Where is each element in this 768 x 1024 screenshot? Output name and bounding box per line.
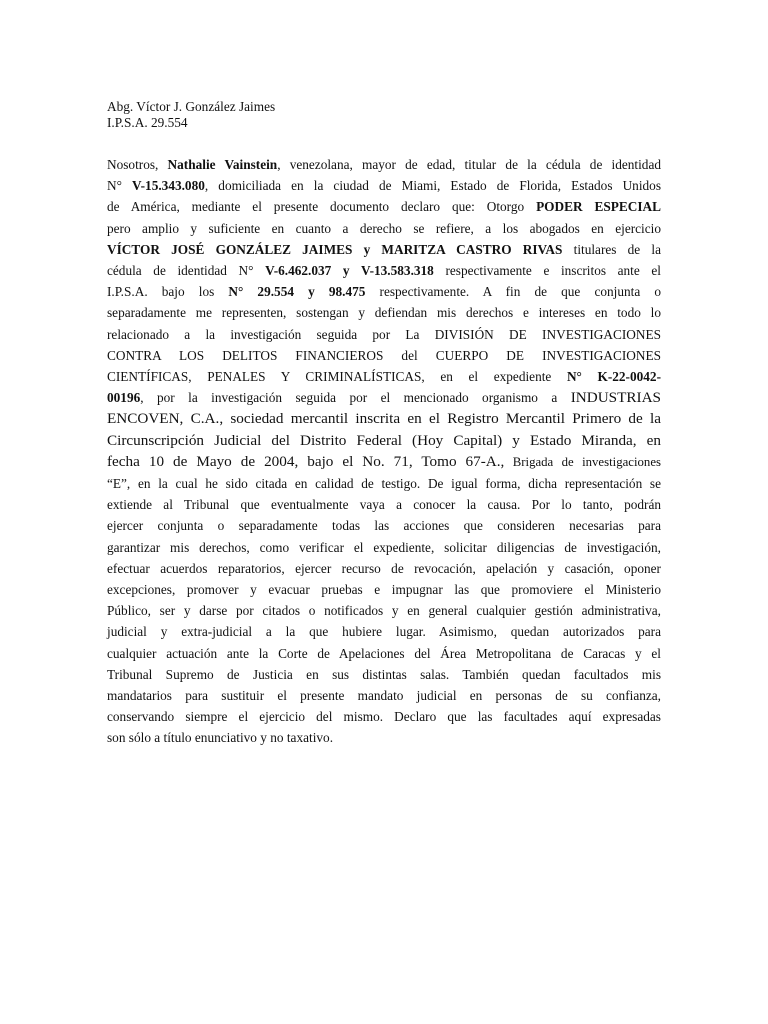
text-segment: CONTRA LOS DELITOS FINANCIEROS del CUERPO DE INVESTIGACIONES (107, 347, 661, 363)
text-line (107, 260, 661, 281)
text-line (107, 727, 661, 748)
text-segment: fecha 10 de Mayo de 2004, bajo el No. 71, Tomo 67-A., (107, 452, 505, 470)
bold-text-segment: Nathalie Vainstein (167, 157, 278, 172)
text-segment: N° (107, 178, 132, 194)
text-segment: efectuar acuerdos reparatorios, ejercer recurso de revocación, apelación y casación, oponer (107, 560, 661, 576)
text-segment: conservando siempre el ejercicio del mismo. Declaro que las facultades aquí expresadas (107, 709, 661, 725)
bold-text-segment: N° 29.554 y 98.475 (228, 284, 366, 300)
text-segment: mandatarios para sustituir el presente mandato judicial en personas de su confianza, (107, 688, 661, 704)
text-line (107, 621, 661, 642)
power-of-attorney-text (107, 154, 661, 749)
letterhead (107, 99, 275, 130)
text-segment: garantizar mis derechos, como verificar el expediente, solicitar diligencias de investigación, (107, 539, 661, 555)
text-segment: de América, mediante el presente documento declaro que: Otorgo (107, 199, 537, 215)
bold-text-segment: VÍCTOR JOSÉ GONZÁLEZ JAIMES y MARITZA CASTRO RIVAS (107, 241, 563, 257)
text-line (107, 515, 661, 536)
text-line (107, 387, 661, 408)
text-line (107, 473, 661, 494)
text-segment: titulares de la (562, 241, 661, 257)
text-segment: CIENTÍFICAS, PENALES Y CRIMINALÍSTICAS, en el expediente (107, 369, 567, 385)
text-segment: ENCOVEN, C.A., sociedad mercantil inscrita en el Registro Mercantil Primero de la (107, 410, 661, 428)
bold-text-segment: N° K-22-0042- (566, 369, 661, 385)
bold-text-segment: PODER ESPECIAL (536, 199, 661, 215)
text-line (107, 685, 661, 706)
text-segment: pero amplio y suficiente en cuanto a derecho se refiere, a los abogados en ejercicio (107, 220, 661, 236)
text-segment: cédula de identidad N° (107, 263, 266, 279)
text-line (107, 600, 661, 621)
text-line (107, 175, 661, 196)
text-line (107, 430, 661, 451)
text-segment: ejercer conjunta o separadamente todas las acciones que consideren necesarias para (107, 518, 661, 534)
text-line (107, 366, 661, 387)
text-line (107, 408, 661, 429)
text-segment: Circunscripción Judicial del Distrito Federal (Hoy Capital) y Estado Miranda, en (107, 431, 661, 449)
text-segment: extiende al Tribunal que eventualmente vaya a conocer la causa. Por lo tanto, podrán (107, 497, 661, 513)
text-segment: , venezolana, mayor de edad, titular de la cédula de identidad (277, 157, 662, 172)
text-segment: son sólo a título enunciativo y no taxativo. (107, 730, 334, 746)
text-segment: I.P.S.A. bajo los (107, 284, 229, 300)
text-segment: Tribunal Supremo de Justicia en sus distintas salas. También quedan facultados mis (107, 666, 661, 682)
bold-text-segment: 00196 (107, 390, 141, 406)
text-segment: relacionado a la investigación seguida por La DIVISIÓN DE INVESTIGACIONES (107, 326, 661, 342)
bold-text-segment: V-15.343.080 (132, 178, 205, 194)
text-segment: Público, ser y darse por citados o notificados y en general cualquier gestión administrativa, (107, 603, 661, 619)
text-line (107, 706, 661, 727)
ipsa-number: I.P.S.A. 29.554 (107, 114, 188, 130)
lawyer-name: Abg. Víctor J. González Jaimes (107, 99, 276, 114)
text-segment: , por la investigación seguida por el mencionado organismo a (140, 390, 571, 406)
text-line (107, 664, 661, 685)
text-segment: excepciones, promover y evacuar pruebas e impugnar las que promoviere el Ministerio (107, 582, 661, 598)
text-segment: Brigada de investigaciones (504, 454, 661, 469)
text-line (107, 643, 661, 664)
text-line (107, 302, 661, 323)
text-segment: judicial y extra-judicial a la que hubiere lugar. Asimismo, quedan autorizados para (107, 624, 661, 640)
text-line (107, 218, 661, 239)
text-line (107, 494, 661, 515)
text-line (107, 579, 661, 600)
text-line (107, 281, 661, 302)
text-line (107, 558, 661, 579)
text-segment: INDUSTRIAS (570, 389, 661, 407)
text-segment: , domiciliada en la ciudad de Miami, Estado de Florida, Estados Unidos (204, 178, 661, 194)
text-line (107, 324, 661, 345)
text-segment: respectivamente. A fin de que conjunta o (365, 284, 661, 300)
text-line (107, 239, 661, 260)
text-line (107, 154, 661, 175)
bold-text-segment: V-6.462.037 y V-13.583.318 (265, 263, 434, 279)
text-line (107, 345, 661, 366)
text-line (107, 451, 661, 473)
text-segment: cualquier actuación ante la Corte de Apelaciones del Área Metropolitana de Caracas y el (107, 645, 661, 661)
text-segment: respectivamente e inscritos ante el (433, 263, 661, 279)
text-line (107, 196, 661, 217)
text-line (107, 537, 661, 558)
text-segment: “E”, en la cual he sido citada en calidad de testigo. De igual forma, dicha representación se (107, 476, 661, 492)
text-segment: Nosotros, (107, 157, 168, 172)
text-segment: separadamente me representen, sostengan y defiendan mis derechos e intereses en todo lo (107, 305, 661, 321)
